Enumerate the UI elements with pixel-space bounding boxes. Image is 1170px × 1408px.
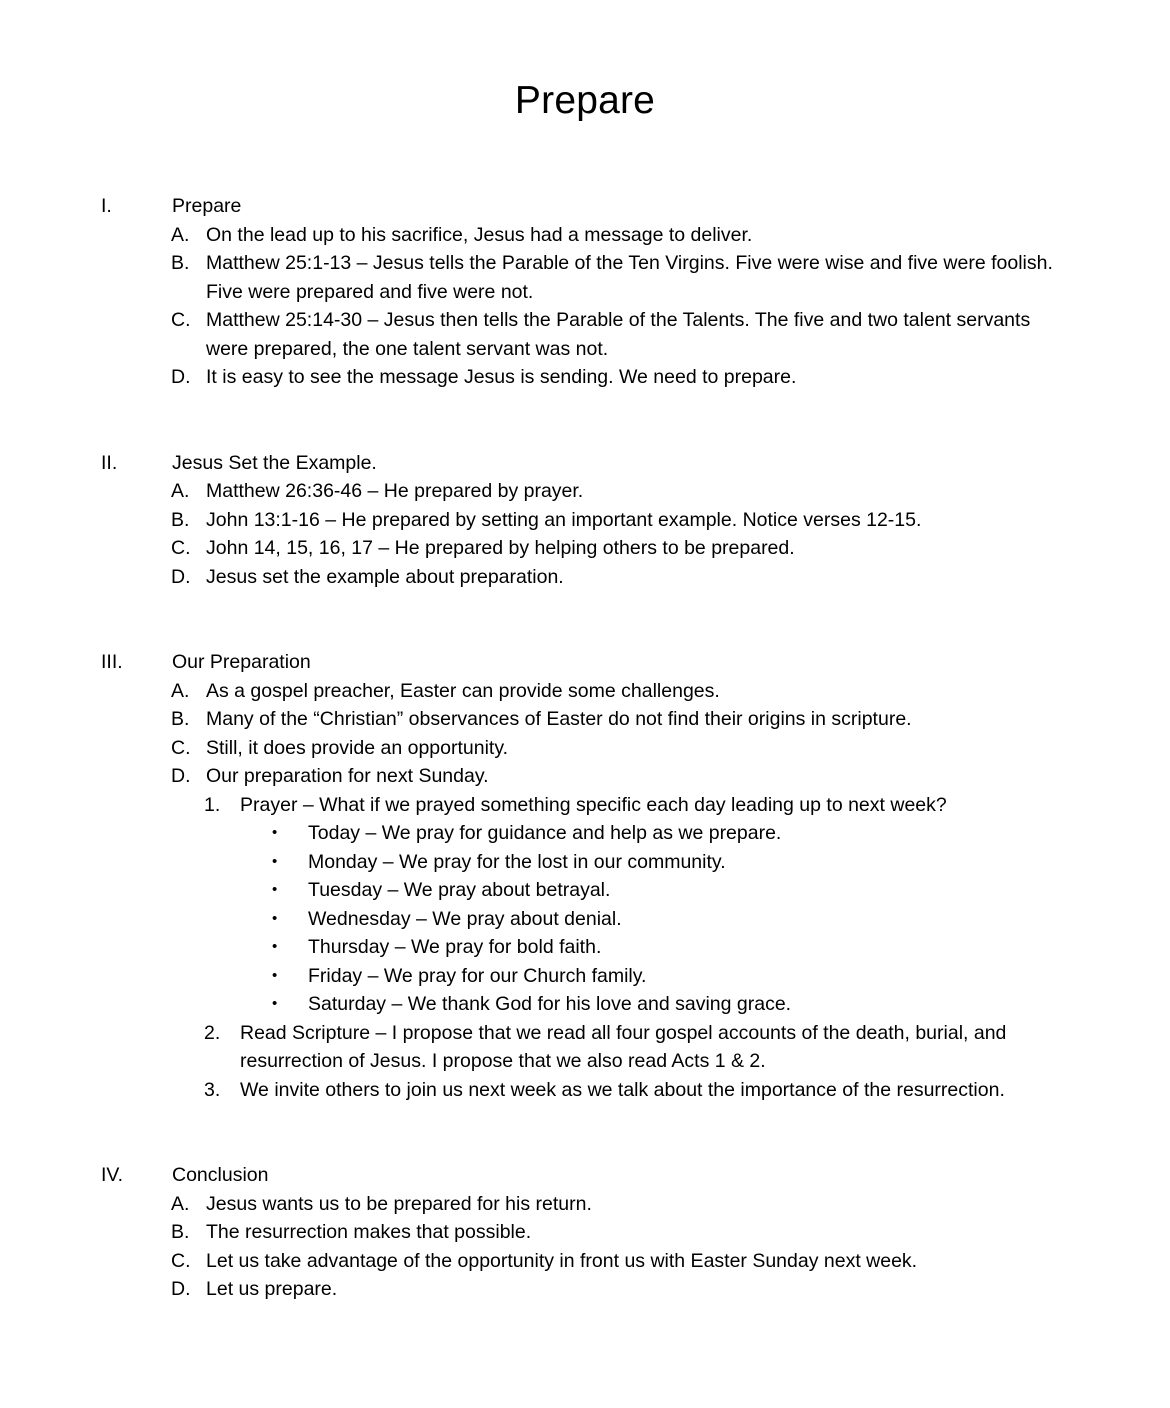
- outline-item: [0, 363, 1170, 392]
- section-marker: I.: [101, 195, 112, 217]
- item-marker: C.: [171, 1249, 191, 1272]
- subitem-text: Read Scripture – I propose that we read all four gospel accounts of the death, burial, and resurrection of Jesus. I propose that we also read Acts 1 & 2.: [240, 1021, 1007, 1072]
- list-item: [0, 819, 1170, 848]
- item-marker: C.: [171, 537, 191, 559]
- item-marker: B.: [171, 252, 190, 274]
- list-item: [0, 876, 1170, 905]
- bullet-text: Tuesday – We pray about betrayal.: [308, 879, 611, 901]
- bullet-text: Monday – We pray for the lost in our community.: [308, 850, 726, 873]
- section-heading-row: [0, 648, 1170, 677]
- section-heading-text: Jesus Set the Example.: [172, 451, 377, 474]
- outline-subitem: [0, 1019, 1170, 1076]
- bullet-text: Today – We pray for guidance and help as we prepare.: [308, 822, 782, 844]
- item-text: John 14, 15, 16, 17 – He prepared by helping others to be prepared.: [206, 537, 795, 559]
- item-text: Jesus wants us to be prepared for his return.: [206, 1192, 592, 1215]
- bullet-text: Saturday – We thank God for his love and saving grace.: [308, 993, 792, 1015]
- list-item: [0, 933, 1170, 962]
- list-item: [0, 848, 1170, 877]
- section-marker: III.: [101, 651, 123, 673]
- item-marker: D.: [171, 765, 191, 787]
- bullet-icon: •: [272, 938, 278, 955]
- subitem-marker: 3.: [204, 1078, 221, 1101]
- outline-item: [0, 506, 1170, 535]
- bullet-icon: •: [272, 909, 278, 927]
- item-marker: D.: [171, 1278, 191, 1300]
- bullet-icon: •: [272, 995, 278, 1012]
- subitem-text: Prayer – What if we prayed something specific each day leading up to next week?: [240, 793, 947, 816]
- page-title: Prepare: [514, 79, 656, 123]
- item-text: Jesus set the example about preparation.: [206, 565, 564, 588]
- outline-item: [0, 705, 1170, 734]
- outline-item: [0, 221, 1170, 250]
- outline-section-4: [0, 1161, 1170, 1304]
- item-marker: A.: [171, 679, 190, 702]
- bullet-icon: •: [272, 852, 278, 870]
- item-marker: D.: [171, 366, 191, 388]
- item-text: Matthew 25:1-13 – Jesus tells the Parable of the Ten Virgins. Five were wise and five were foolish. Five were prepared and five were not.: [206, 252, 1053, 303]
- section-heading-row: [0, 1161, 1170, 1190]
- outline-item: [0, 734, 1170, 763]
- bullet-text: Thursday – We pray for bold faith.: [308, 936, 602, 958]
- outline-item: [0, 249, 1170, 306]
- outline-item: [0, 306, 1170, 363]
- item-text: Still, it does provide an opportunity.: [206, 736, 509, 759]
- outline-section-2: [0, 449, 1170, 592]
- section-heading-row: [0, 449, 1170, 478]
- bullet-icon: •: [272, 966, 278, 984]
- section-heading-text: Prepare: [172, 195, 242, 217]
- item-marker: D.: [171, 565, 191, 588]
- item-marker: C.: [171, 736, 191, 759]
- outline-item: [0, 1218, 1170, 1247]
- outline-body: [0, 192, 1170, 1304]
- item-text: The resurrection makes that possible.: [206, 1221, 532, 1243]
- item-marker: A.: [171, 1192, 190, 1215]
- outline-section-3: [0, 648, 1170, 1104]
- bullet-text: Wednesday – We pray about denial.: [308, 907, 622, 930]
- outline-item: [0, 563, 1170, 592]
- item-marker: B.: [171, 508, 190, 531]
- item-text: Let us prepare.: [206, 1278, 338, 1300]
- item-marker: C.: [171, 309, 191, 331]
- item-text: John 13:1-16 – He prepared by setting an important example. Notice verses 12-15.: [206, 508, 922, 531]
- item-text: As a gospel preacher, Easter can provide some challenges.: [206, 679, 720, 702]
- item-text: Our preparation for next Sunday.: [206, 765, 489, 787]
- outline-item: [0, 762, 1170, 791]
- list-item: [0, 905, 1170, 934]
- section-heading-row: [0, 192, 1170, 221]
- section-marker: IV.: [101, 1164, 124, 1186]
- bullet-icon: •: [272, 881, 278, 898]
- item-text: On the lead up to his sacrifice, Jesus had a message to deliver.: [206, 223, 753, 246]
- item-marker: A.: [171, 480, 190, 502]
- section-marker: II.: [101, 451, 118, 474]
- subitem-marker: 2.: [204, 1021, 221, 1044]
- list-item: [0, 990, 1170, 1019]
- section-heading-text: Conclusion: [172, 1164, 269, 1186]
- item-text: Let us take advantage of the opportunity in front us with Easter Sunday next week.: [206, 1249, 918, 1272]
- section-heading-text: Our Preparation: [172, 651, 311, 673]
- item-text: Matthew 26:36-46 – He prepared by prayer.: [206, 480, 584, 502]
- outline-item: [0, 477, 1170, 506]
- outline-section-1: [0, 192, 1170, 392]
- item-marker: B.: [171, 1221, 190, 1243]
- outline-item: [0, 1275, 1170, 1304]
- bullet-text: Friday – We pray for our Church family.: [308, 964, 647, 987]
- bullet-icon: •: [272, 824, 278, 841]
- subitem-text: We invite others to join us next week as we talk about the importance of the resurrection.: [240, 1078, 1005, 1101]
- item-text: Matthew 25:14-30 – Jesus then tells the Parable of the Talents. The five and two talent servants were prepared, the one talent servant was not.: [206, 309, 1031, 360]
- item-marker: A.: [171, 223, 190, 246]
- subitem-marker: 1.: [204, 793, 221, 816]
- outline-item: [0, 1247, 1170, 1276]
- list-item: [0, 962, 1170, 991]
- item-text: Many of the “Christian” observances of Easter do not find their origins in scripture.: [206, 708, 912, 730]
- outline-subitem: [0, 791, 1170, 820]
- outline-item: [0, 1190, 1170, 1219]
- outline-item: [0, 534, 1170, 563]
- outline-item: [0, 677, 1170, 706]
- item-marker: B.: [171, 708, 190, 730]
- outline-subitem: [0, 1076, 1170, 1105]
- item-text: It is easy to see the message Jesus is sending. We need to prepare.: [206, 366, 797, 388]
